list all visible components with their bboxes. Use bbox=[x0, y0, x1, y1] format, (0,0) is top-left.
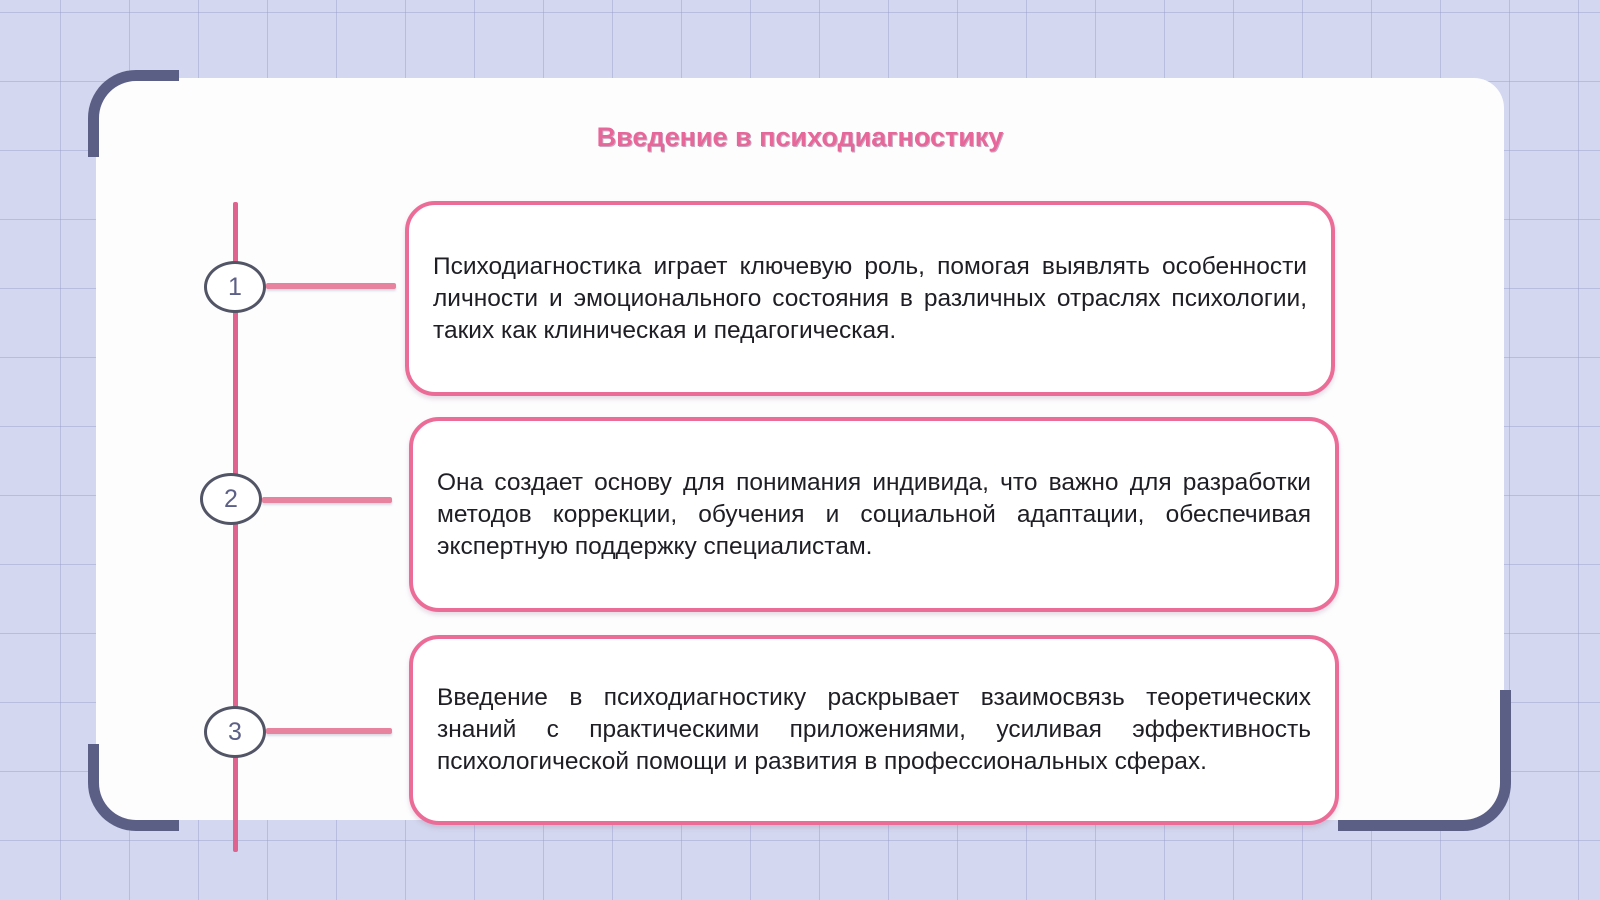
step-card-3 bbox=[409, 635, 1339, 825]
corner-bracket-bottom-right bbox=[1338, 690, 1511, 831]
sheet-scallop bbox=[164, 149, 222, 203]
step-number: 1 bbox=[228, 272, 242, 301]
step-text: Психодиагностика играет ключевую роль, помогая выявлять особенности личности и эмоционального состояния в различных отраслях психологии, таких как клиническая и педагогическая. bbox=[433, 252, 1307, 344]
step-number: 3 bbox=[228, 717, 242, 746]
step-marker-1 bbox=[204, 261, 266, 313]
sheet-scallop bbox=[164, 329, 222, 383]
corner-bracket-top-left bbox=[88, 70, 179, 157]
step-connector-3 bbox=[266, 728, 392, 734]
corner-bracket-bottom-left bbox=[88, 744, 179, 831]
step-card-2 bbox=[409, 417, 1339, 612]
sheet-scallop bbox=[164, 419, 222, 473]
step-marker-3 bbox=[204, 706, 266, 758]
step-card-1 bbox=[405, 201, 1335, 396]
step-marker-2 bbox=[200, 473, 262, 525]
step-text: Введение в психодиагностику раскрывает взаимосвязь теоретических знаний с практическими приложениями, усиливая эффективность психологической помощи и развития в профессиональных сферах. bbox=[437, 684, 1311, 775]
step-connector-1 bbox=[266, 283, 396, 289]
step-number: 2 bbox=[224, 484, 238, 513]
step-text: Она создает основу для понимания индивида, что важно для разработки методов коррекции, обучения и социальной адаптации, обеспечивая экспертную поддержку специалистам. bbox=[437, 468, 1311, 560]
slide-title: Введение в психодиагностику bbox=[596, 122, 1004, 152]
step-connector-2 bbox=[262, 497, 392, 503]
sheet-scallop bbox=[164, 599, 222, 653]
